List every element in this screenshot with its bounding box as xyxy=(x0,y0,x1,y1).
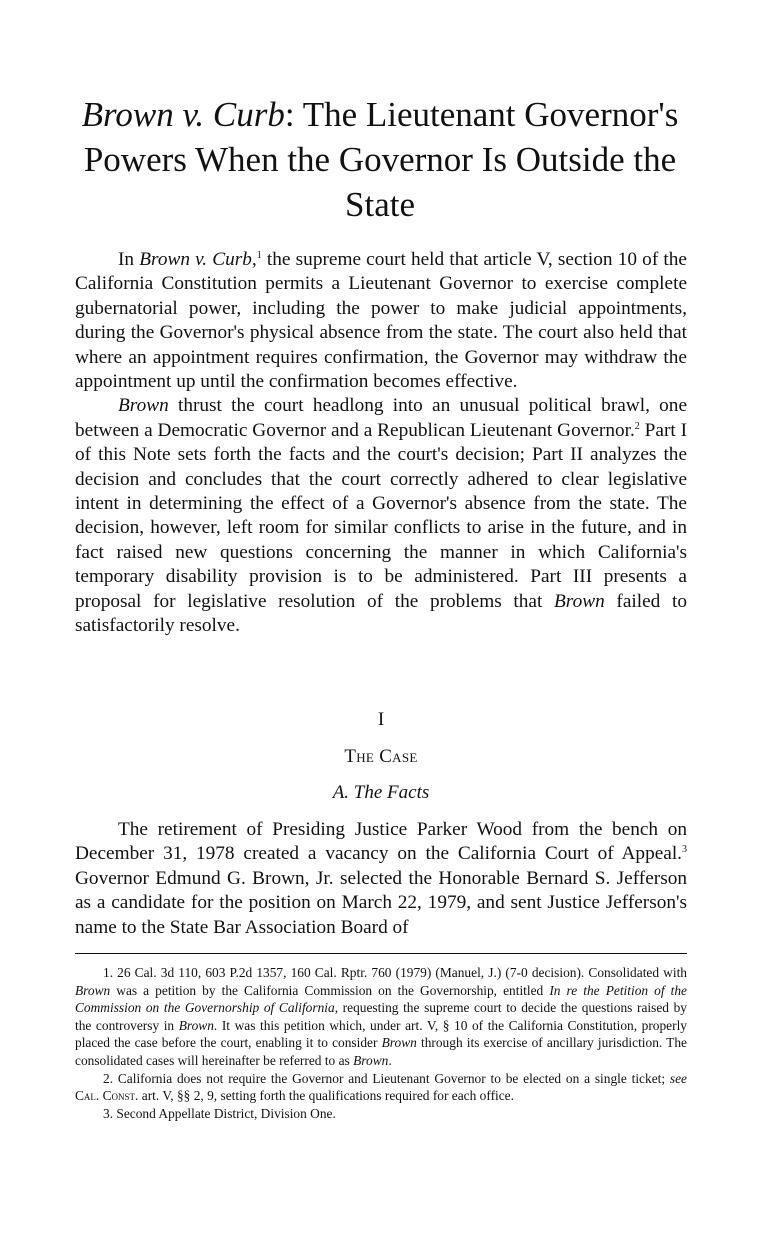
text-run: was a petition by the California Commission on the Governorship, entitled xyxy=(110,982,550,998)
footnote-ref-3[interactable]: 3 xyxy=(682,844,687,856)
text-run: art. V, §§ 2, 9, setting forth the qualifications required for each office. xyxy=(138,1088,514,1104)
case-citation: In re the Petition of the Commission on the Governorship of California xyxy=(75,982,687,1016)
text-run: Part I of this Note sets forth the facts and the court's decision; Part II analyzes the decision and concludes that the court correctly adhered to clear legislative intent in determining the effect of a Governor's absence from the state. The decision, however, left room for similar conflicts to arise in the future, and in fact raised new questions concerning the manner in which California's temporary disability provision is to be administered. Part III presents a proposal for legislative resolution of the problems that xyxy=(75,419,687,612)
text-run: Governor Edmund G. Brown, Jr. selected the Honorable Bernard S. Jefferson as a candidate for the position on March 22, 1979, and sent Justice Jefferson's name to the State Bar Association Board of xyxy=(75,867,687,938)
text-run: . xyxy=(388,1052,392,1068)
footnote-divider xyxy=(75,953,687,954)
footnote-2 xyxy=(75,1070,687,1105)
case-citation: Brown xyxy=(353,1052,389,1068)
text-run: The retirement of Presiding Justice Parker Wood from the bench on December 31, 1978 created a vacancy on the California Court of Appeal. xyxy=(75,819,687,865)
text-run: the supreme court held that article V, section 10 of the California Constitution permits a Lieutenant Governor to exercise complete gubernatorial power, including the power to make judicial appointments, during the Governor's physical absence from the state. The court also held that where an appointment requires confirmation, the Governor may withdraw the appointment up until the confirmation becomes effective. xyxy=(75,249,687,393)
footnote-ref-2[interactable]: 2 xyxy=(634,420,640,432)
title-case-name: Brown v. Curb xyxy=(81,95,285,134)
signal-word: see xyxy=(669,1070,687,1086)
title-rest: : The Lieutenant Governor's Powers When the Governor Is Outside the State xyxy=(83,95,679,224)
facts-section xyxy=(75,818,687,940)
introduction xyxy=(75,248,687,639)
case-citation: Brown xyxy=(554,590,605,612)
footnote-3: 3. Second Appellate District, Division One. xyxy=(103,1105,336,1121)
section-title: The Case xyxy=(344,746,418,767)
text-run: . It was this petition which, under art. V, § 10 of the California Constitution, properly placed the case before the court, enabling it to consider xyxy=(75,1017,687,1051)
case-citation: Brown xyxy=(118,395,169,417)
text-run: In xyxy=(118,249,140,270)
text-run: 1. 26 Cal. 3d 110, 603 P.2d 1357, 160 Cal. Rptr. 760 (1979) (Manuel, J.) (7-0 decision). Consolidated with xyxy=(103,965,687,980)
intro-paragraph-2 xyxy=(75,394,687,638)
section-number: I xyxy=(377,709,385,730)
text-run: through its exercise of ancillary jurisdiction. The consolidated cases will hereinafter be referred to as xyxy=(75,1035,687,1068)
intro-paragraph-1 xyxy=(75,248,687,394)
footnote-ref-1[interactable]: 1 xyxy=(256,250,262,261)
case-citation: Brown xyxy=(381,1035,417,1051)
subsection-title: A. The Facts xyxy=(332,782,430,803)
case-citation: Brown v. Curb, xyxy=(139,249,257,270)
text-run: thrust the court headlong into an unusual political brawl, one between a Democratic Governor and a Republican Lieutenant Governor. xyxy=(75,395,687,441)
case-citation: Brown xyxy=(178,1017,214,1033)
constitution-citation: Cal. Const. xyxy=(75,1088,139,1104)
case-citation: Brown xyxy=(75,982,111,998)
footnote-1 xyxy=(75,964,687,1070)
facts-paragraph xyxy=(75,818,687,940)
article-title xyxy=(70,92,690,227)
text-run: 2. California does not require the Governor and Lieutenant Governor to be elected on a single ticket; xyxy=(103,1070,670,1086)
footnotes xyxy=(75,964,687,1122)
text-run: , requesting the supreme court to decide the questions raised by the controversy in xyxy=(75,1000,687,1033)
text-run: failed to satisfactorily resolve. xyxy=(75,590,688,637)
